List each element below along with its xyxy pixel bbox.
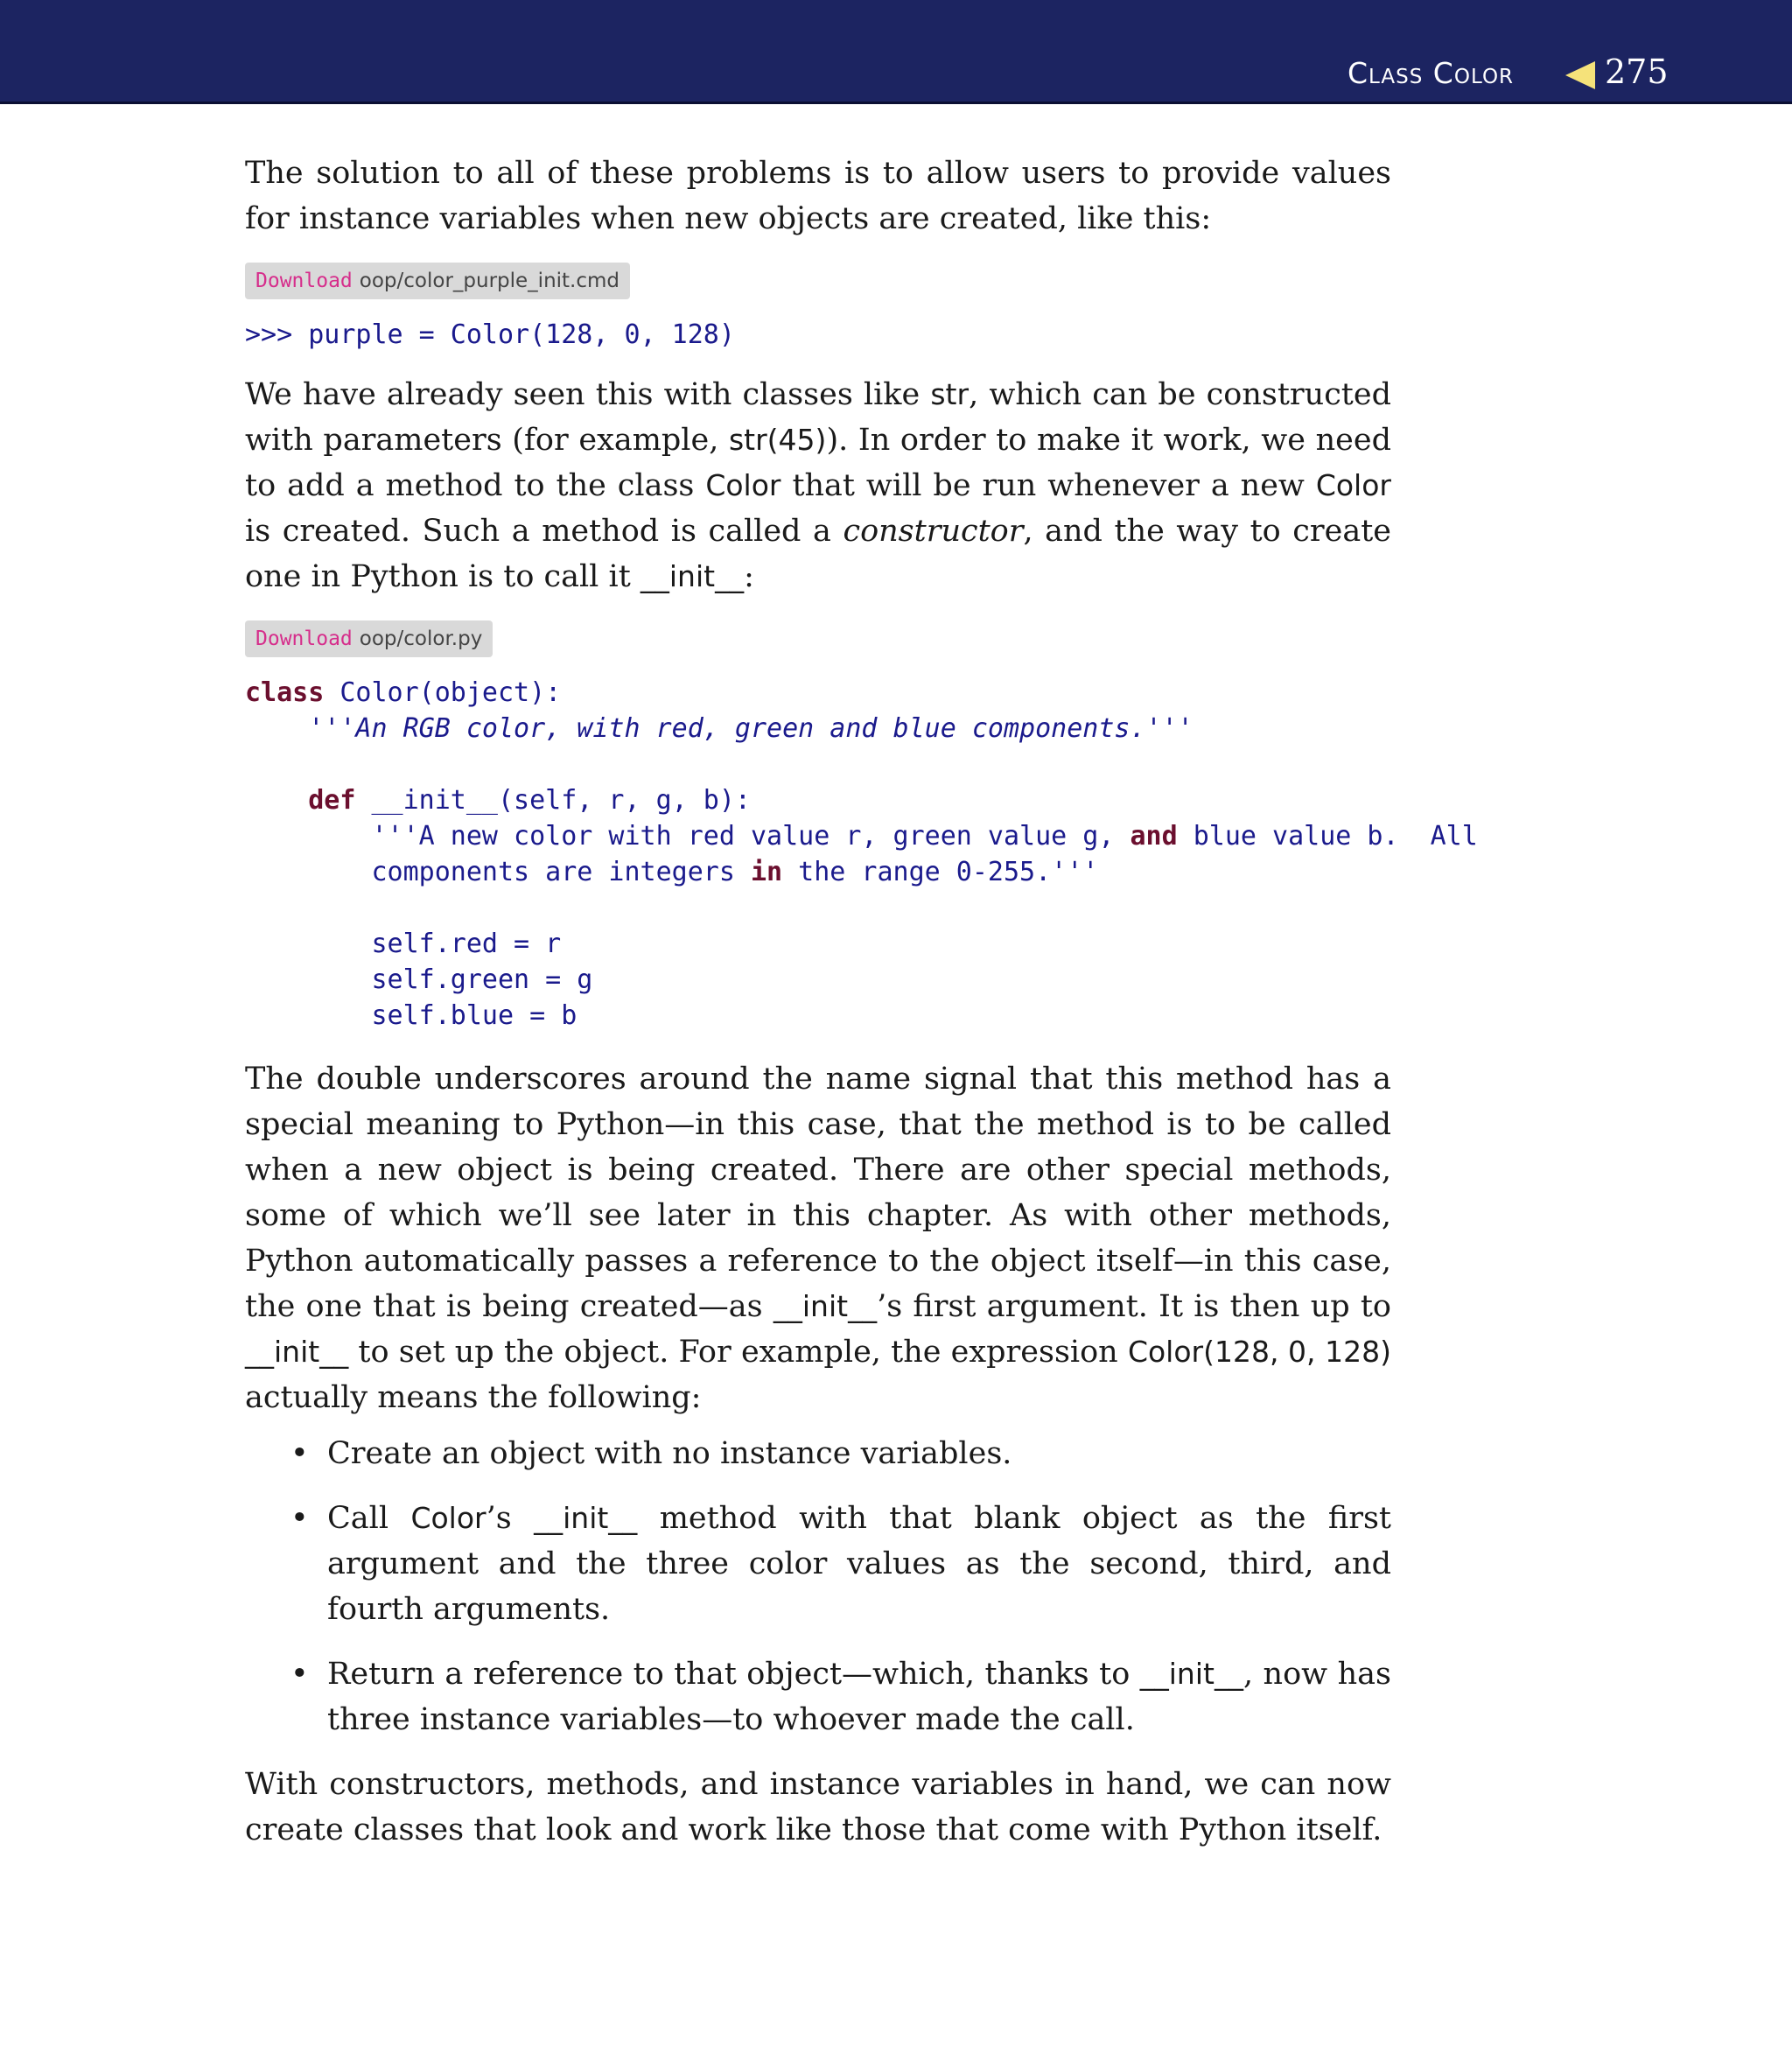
text: that will be run whenever a new xyxy=(780,468,1316,503)
inline-code: Color xyxy=(1315,468,1391,502)
text: is created. Such a method is called a xyxy=(245,514,844,549)
bullet-list xyxy=(245,1431,1391,1742)
download-tag[interactable] xyxy=(245,263,630,299)
inline-code: __init__ xyxy=(1139,1657,1243,1691)
paragraph-constructor xyxy=(245,372,1391,599)
text: to set up the object. For example, the expression xyxy=(348,1335,1128,1370)
text: actually means the following: xyxy=(245,1380,702,1415)
code-line: self.blue = b xyxy=(245,1000,578,1031)
code-block-color-class xyxy=(245,675,1478,1034)
code-text: blue value b. All xyxy=(1177,821,1478,852)
text: We have already seen this with classes like xyxy=(245,377,931,412)
text: The double underscores around the name signal that this method has a special meaning to Python—in this case, that the method is to be called when a new object is being created. There are other special methods, some of which we’ll see later in this chapter. As with other methods, Python automatically passes a reference to the object itself—in this case, the one that is being created—as xyxy=(245,1062,1391,1324)
list-item xyxy=(245,1496,1391,1632)
page-content xyxy=(245,151,1478,1853)
code-text: components are integers xyxy=(245,857,751,887)
emphasis-constructor: constructor xyxy=(843,514,1024,549)
code-text: __init__(self, r, g, b): xyxy=(355,785,751,816)
code-blank-line xyxy=(245,890,1391,926)
code-indent xyxy=(245,785,308,816)
code-line xyxy=(245,854,1391,890)
code-line xyxy=(245,818,1478,854)
text: , and the way to create one in Python is to call it xyxy=(245,514,1391,594)
paragraph-conclusion: With constructors, methods, and instance variables in hand, we can now create classes that look and work like those that come with Python itself. xyxy=(245,1767,1391,1847)
download-path[interactable]: oop/color.py xyxy=(359,627,483,650)
keyword: and xyxy=(1130,821,1178,852)
text: Create an object with no instance variables. xyxy=(327,1436,1012,1471)
text: ’s xyxy=(486,1501,535,1536)
code-text: the range 0-255.''' xyxy=(782,857,1099,887)
code-block-purple xyxy=(245,317,1391,353)
code-line xyxy=(245,675,1391,711)
text: ). In order to make it work, we need to add a method to the class xyxy=(245,423,1391,503)
list-item xyxy=(245,1431,1391,1476)
list-item xyxy=(245,1651,1391,1742)
paragraph-double-underscores xyxy=(245,1056,1391,1420)
code-blank-line xyxy=(245,747,1391,782)
running-header-title: Class Color xyxy=(1348,56,1515,90)
download-tag[interactable] xyxy=(245,620,493,657)
text: method with that blank object as the first argument and the three color values as the second, third, and fourth arguments. xyxy=(327,1501,1391,1627)
text: , which can be constructed with parameters (for example, xyxy=(245,377,1391,458)
text: ’s first argument. It is then up to xyxy=(877,1289,1392,1324)
inline-code: Color(128, 0, 128) xyxy=(1127,1335,1391,1369)
code-line: >>> purple = Color(128, 0, 128) xyxy=(245,319,735,350)
code-line: self.red = r xyxy=(245,929,562,959)
inline-code: Color xyxy=(410,1501,486,1535)
inline-code: str xyxy=(930,377,970,411)
download-label[interactable]: Download xyxy=(256,270,353,292)
download-path[interactable]: oop/color_purple_init.cmd xyxy=(359,270,620,292)
inline-code: __init__ xyxy=(773,1289,878,1323)
code-line xyxy=(245,782,1391,818)
code-text: Color(object): xyxy=(324,677,562,708)
keyword: def xyxy=(308,785,356,816)
inline-code: __init__ xyxy=(640,559,745,593)
inline-code: __init__ xyxy=(245,1335,349,1369)
text: Return a reference to that object—which, thanks to xyxy=(327,1657,1140,1692)
inline-code: __init__ xyxy=(534,1501,638,1535)
text: Call xyxy=(327,1501,411,1536)
paragraph-intro: The solution to all of these problems is to allow users to provide values for instance variables when new objects are created, like this: xyxy=(245,156,1391,236)
inline-code: str(45) xyxy=(728,423,827,457)
code-line: '''An RGB color, with red, green and blue components.''' xyxy=(245,713,1194,744)
keyword: in xyxy=(750,857,783,887)
header-bar xyxy=(0,0,1792,104)
keyword: class xyxy=(245,677,325,708)
text: : xyxy=(744,559,754,594)
page-number: 275 xyxy=(1605,53,1669,91)
code-text: '''A new color with red value r, green value g, xyxy=(245,821,1130,852)
download-label[interactable]: Download xyxy=(256,627,353,650)
page-pointer-icon xyxy=(1565,61,1595,89)
text: , now has three instance variables—to whoever made the call. xyxy=(327,1657,1391,1737)
code-line: self.green = g xyxy=(245,964,593,995)
inline-code: Color xyxy=(705,468,781,502)
